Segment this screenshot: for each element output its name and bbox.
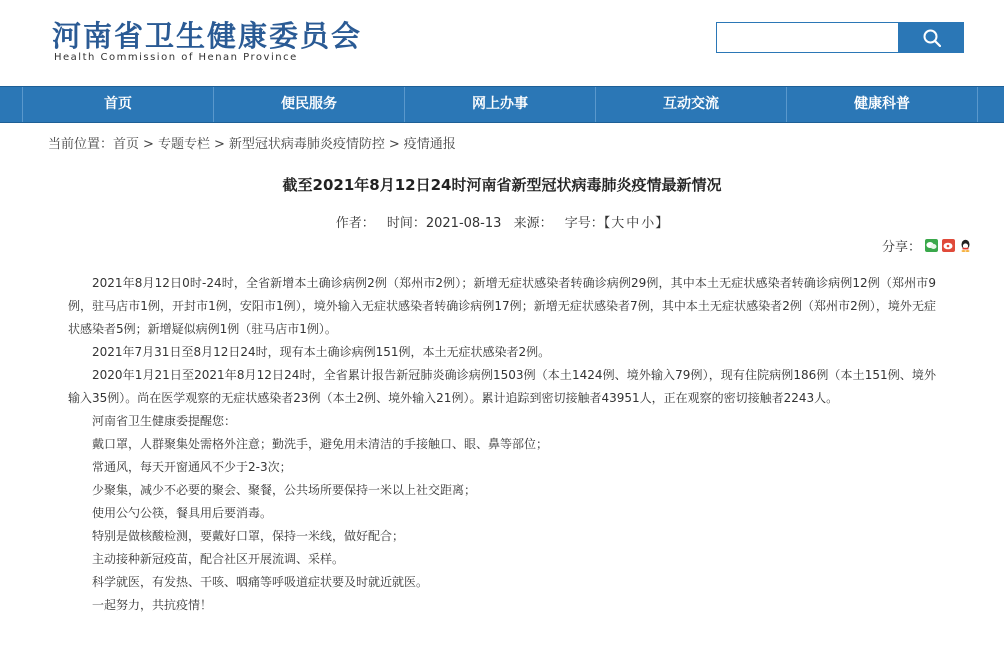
nav-home[interactable]: 首页: [22, 87, 214, 122]
time-label: 时间：2021-08-13: [386, 216, 502, 231]
article-paragraph: 科学就医，有发热、干咳、咽痛等呼吸道症状要及时就近就医。: [92, 575, 429, 589]
article-body: [68, 272, 936, 617]
qq-share-icon[interactable]: [959, 239, 972, 252]
weibo-share-icon[interactable]: [942, 239, 955, 252]
share-bar: [882, 236, 972, 255]
article-title: 截至2021年8月12日24时河南省新型冠状病毒肺炎疫情最新情况: [282, 176, 722, 194]
source-label: 来源：: [513, 216, 553, 231]
article-paragraph: 2021年7月31日至8月12日24时，现有本土确诊病例151例，本土无症状感染者2例。: [92, 345, 551, 359]
article-paragraph: 河南省卫生健康委提醒您：: [92, 414, 237, 428]
share-label: 分享：: [882, 240, 922, 255]
font-size-large[interactable]: 大: [611, 216, 625, 231]
article-meta: [0, 212, 1004, 231]
search-box: [716, 22, 964, 53]
breadcrumb: [48, 133, 456, 152]
search-button[interactable]: [899, 22, 964, 53]
breadcrumb-separator: >: [388, 137, 400, 152]
font-size-bracket-open: 【: [603, 216, 611, 231]
main-nav: [0, 86, 1004, 123]
breadcrumb-prefix: 当前位置：: [48, 137, 114, 152]
search-input[interactable]: [716, 22, 899, 53]
nav-public-service[interactable]: 便民服务: [214, 87, 405, 122]
article-paragraph: 2021年8月12日0时-24时，全省新增本土确诊病例2例（郑州市2例）；新增无症状感染者转确诊病例29例，其中本土无症状感染者转确诊病例12例（郑州市9例，驻马店市1例，开封市1例，安阳市1例），境外输入无症状感染者转确诊病例17例；新增无症状感染者7例，其中本土无症状感染者2例（郑州市2例），境外无症状感染者5例；新增疑似病例1例（驻马店市1例）。: [68, 276, 936, 336]
font-size-control: 字号：【大 中 小】: [564, 216, 669, 231]
breadcrumb-separator: >: [213, 137, 225, 152]
article-paragraph: 常通风，每天开窗通风不少于2-3次；: [92, 460, 292, 474]
article-paragraph: 一起努力，共抗疫情！: [92, 598, 213, 612]
breadcrumb-special-topics[interactable]: 专题专栏: [157, 137, 210, 152]
wechat-share-icon[interactable]: [925, 239, 938, 252]
breadcrumb-separator: >: [143, 137, 154, 152]
nav-interaction[interactable]: 互动交流: [596, 87, 787, 122]
article-paragraph: 主动接种新冠疫苗，配合社区开展流调、采样。: [92, 552, 345, 566]
search-icon: [923, 29, 941, 47]
font-size-small[interactable]: 小: [641, 216, 655, 231]
font-size-bracket-close: 】: [655, 216, 669, 231]
site-logo-subtitle: Health Commission of Henan Province: [54, 52, 298, 63]
font-size-medium[interactable]: 中: [626, 216, 640, 231]
article-paragraph: 2020年1月21日至2021年8月12日24时，全省累计报告新冠肺炎确诊病例1503例（本土1424例、境外输入79例），现有住院病例186例（本土151例、境外输入35例）。尚在医学观察的无症状感染者23例（本土2例、境外输入21例）。累计追踪到密切接触者43951人，正在观察的密切接触者2243人。: [68, 368, 936, 405]
breadcrumb-epidemic-report[interactable]: 疫情通报: [403, 137, 456, 152]
nav-online-service[interactable]: 网上办事: [405, 87, 596, 122]
breadcrumb-covid-prevention[interactable]: 新型冠状病毒肺炎疫情防控: [228, 137, 385, 152]
article-paragraph: 使用公勺公筷，餐具用后要消毒。: [92, 506, 273, 520]
nav-health-science[interactable]: 健康科普: [787, 87, 978, 122]
article-paragraph: 戴口罩，人群聚集处需格外注意；勤洗手，避免用未清洁的手接触口、眼、鼻等部位；: [92, 437, 549, 451]
site-logo-title[interactable]: 河南省卫生健康委员会: [52, 19, 363, 53]
article-paragraph: 特别是做核酸检测，要戴好口罩，保持一米线，做好配合；: [92, 529, 405, 543]
site-header: [0, 0, 1004, 86]
publish-time: 2021-08-13: [425, 216, 502, 231]
breadcrumb-home[interactable]: 首页: [113, 137, 140, 152]
author-label: 作者：: [335, 216, 375, 231]
article-paragraph: 少聚集，减少不必要的聚会、聚餐，公共场所要保持一米以上社交距离；: [92, 483, 477, 497]
